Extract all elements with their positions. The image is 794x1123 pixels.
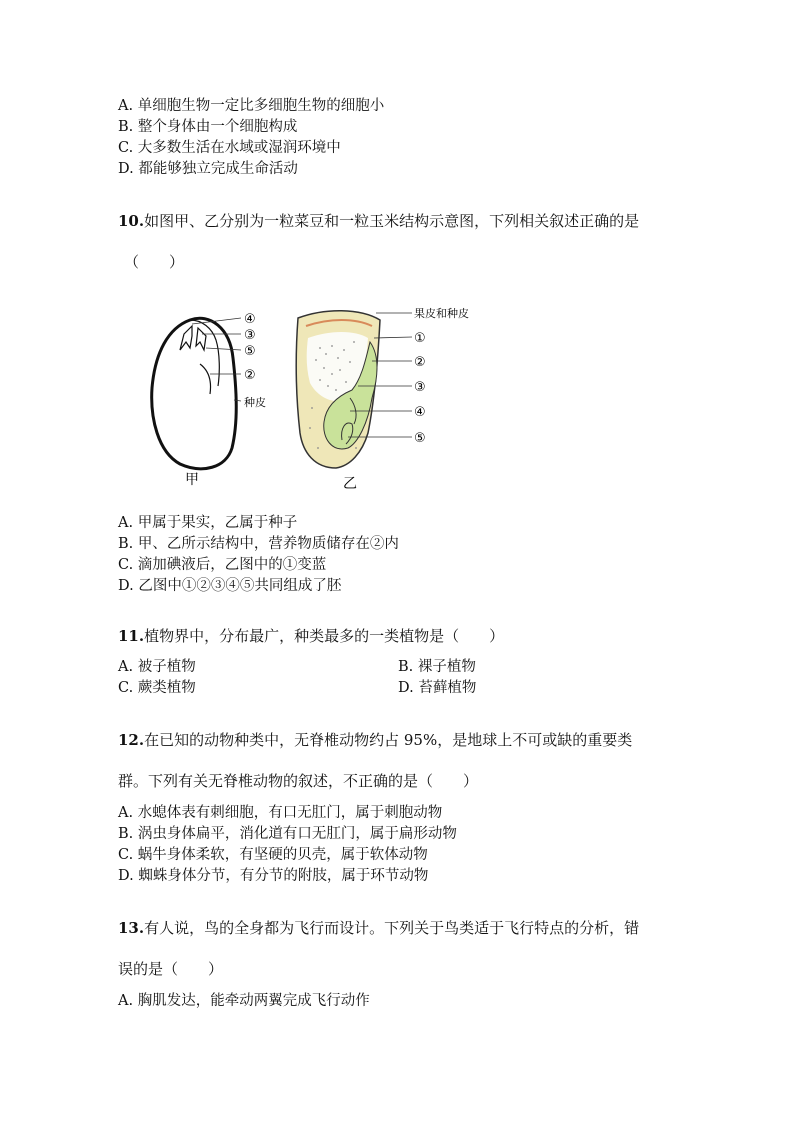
q10-stem — [118, 211, 639, 231]
q9-option-a: A. 单细胞生物一定比多细胞生物的细胞小 — [118, 98, 385, 114]
q9-option-b: B. 整个身体由一个细胞构成 — [118, 119, 298, 135]
bean-label-2: ② — [244, 368, 256, 383]
q13-text-line1: 有人说，鸟的全身都为飞行而设计。下列关于鸟类适于飞行特点的分析，错 — [144, 919, 640, 937]
corn-caption: 乙 — [343, 476, 357, 492]
q10-bracket: （ ） — [124, 253, 185, 271]
q12-text-line1: 在已知的动物种类中，无脊椎动物约占 95%，是地球上不可或缺的重要类 — [144, 731, 633, 749]
q11-stem — [118, 626, 504, 646]
q12-option-c: C. 蜗牛身体柔软，有坚硬的贝壳，属于软体动物 — [118, 847, 428, 863]
bean-label-5: ⑤ — [244, 344, 256, 359]
bean-caption: 甲 — [185, 472, 199, 488]
q11-option-c: C. 蕨类植物 — [118, 680, 196, 696]
q11-option-d: D. 苔藓植物 — [398, 680, 477, 696]
bean-diagram — [152, 318, 241, 469]
q12-option-a: A. 水螅体表有刺细胞，有口无肛门，属于刺胞动物 — [118, 805, 443, 821]
corn-label-2: ② — [414, 355, 426, 370]
q11-number: 11. — [118, 627, 145, 645]
q10-text: 如图甲、乙分别为一粒菜豆和一粒玉米结构示意图，下列相关叙述正确的是 — [144, 212, 640, 230]
corn-diagram — [296, 311, 412, 468]
q9-option-d: D. 都能够独立完成生命活动 — [118, 161, 298, 177]
q13-text-line2: 误的是（ ） — [118, 960, 224, 978]
q10-option-d: D. 乙图中①②③④⑤共同组成了胚 — [118, 578, 342, 594]
q13-number: 13. — [118, 919, 145, 937]
q12-option-b: B. 涡虫身体扁平，消化道有口无肛门，属于扁形动物 — [118, 826, 457, 842]
q10-option-c: C. 滴加碘液后，乙图中的①变蓝 — [118, 557, 327, 573]
q10-option-a: A. 甲属于果实，乙属于种子 — [118, 515, 298, 531]
seed-figure — [140, 298, 500, 498]
q11-text: 植物界中，分布最广，种类最多的一类植物是（ ） — [144, 627, 505, 645]
q12-option-d: D. 蜘蛛身体分节，有分节的附肢，属于环节动物 — [118, 868, 429, 884]
corn-label-3: ③ — [414, 380, 426, 395]
q13-option-a: A. 胸肌发达，能牵动两翼完成飞行动作 — [118, 993, 370, 1009]
q12-number: 12. — [118, 731, 145, 749]
bean-label-seedcoat: 种皮 — [244, 396, 266, 409]
corn-label-5: ⑤ — [414, 431, 426, 446]
corn-label-1: ① — [414, 331, 426, 346]
corn-label-4: ④ — [414, 405, 426, 420]
q11-option-b: B. 裸子植物 — [398, 659, 476, 675]
q11-option-a: A. 被子植物 — [118, 659, 196, 675]
q10-option-b: B. 甲、乙所示结构中，营养物质储存在②内 — [118, 536, 399, 552]
q12-stem — [118, 730, 632, 750]
q13-stem — [118, 918, 639, 938]
q12-text-line2: 群。下列有关无脊椎动物的叙述，不正确的是（ ） — [118, 772, 479, 790]
q10-number: 10. — [118, 212, 145, 230]
q9-option-c: C. 大多数生活在水域或湿润环境中 — [118, 140, 341, 156]
corn-label-pericarp: 果皮和种皮 — [414, 307, 469, 320]
bean-label-3: ③ — [244, 328, 256, 343]
bean-label-4: ④ — [244, 312, 256, 327]
